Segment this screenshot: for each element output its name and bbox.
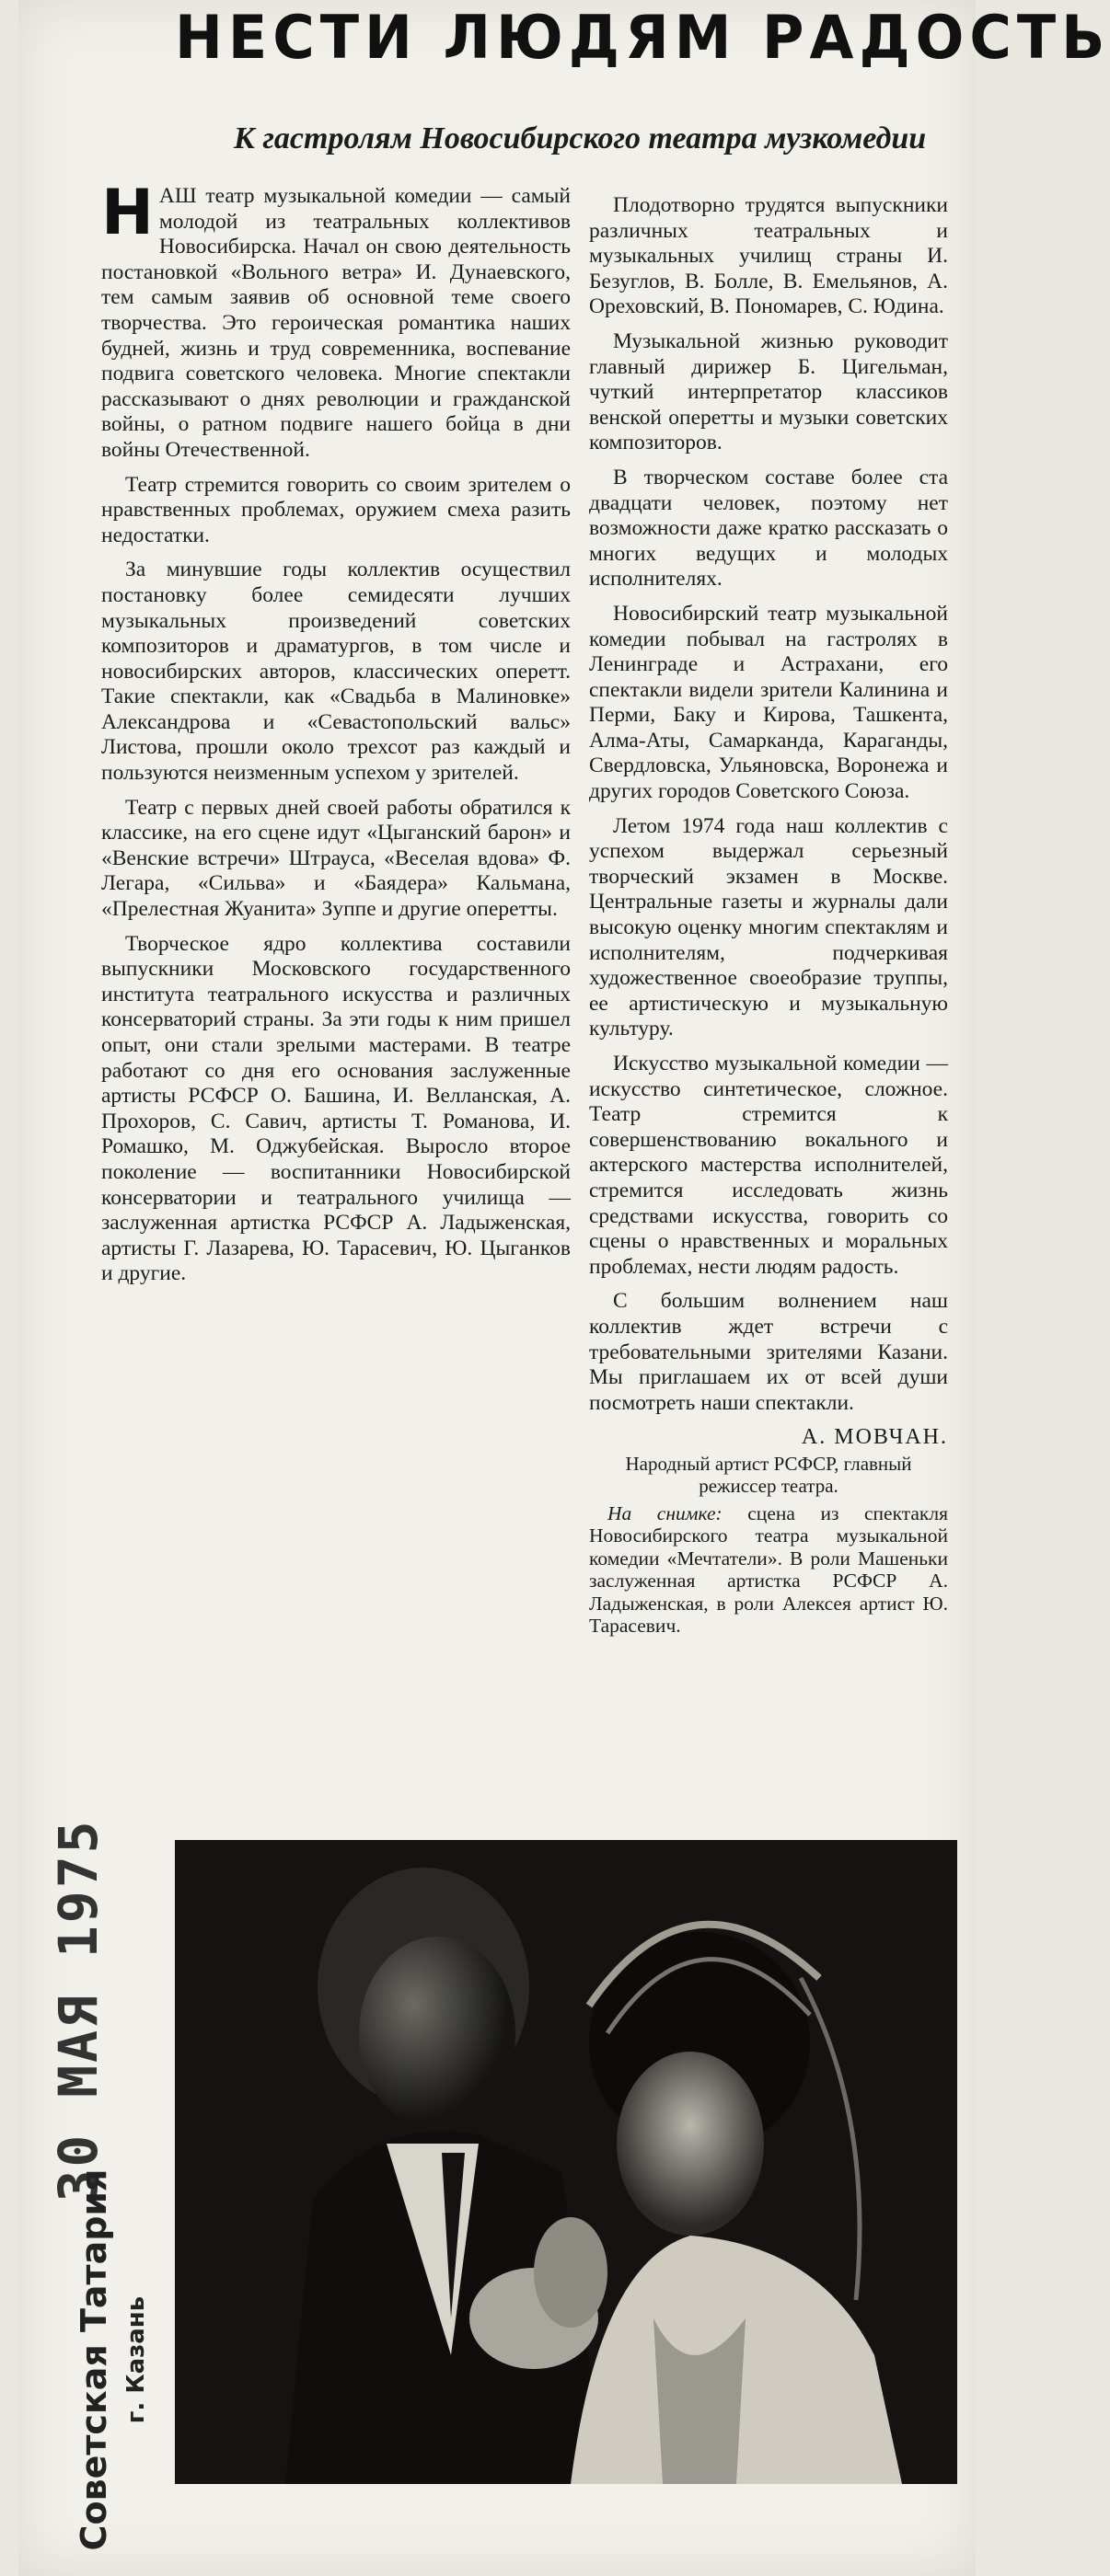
article-column-left: [101, 177, 571, 1296]
photo-caption: [589, 1502, 948, 1638]
article-paragraph: За минувшие годы коллектив осуществил постановку более семидесяти лучших музыкальных произведений советских композиторов и драматургов, в том числе и новосибирских авторов, классических оперетт. Такие спектакли, как «Свадьба в Малиновке» Александрова и «Севастопольский вальс» Листова, прошли около трехсот раз каждый и пользуются неизменным успехом у зрителей.: [101, 558, 571, 786]
article-paragraph: Театр с первых дней своей работы обратился к классике, на его сцене идут «Цыганский барон» и «Венские встречи» Штрауса, «Веселая вдова» Ф. Легара, «Сильва» и «Баядера» Кальмана, «Прелестная Жуанита» Зуппе и другие оперетты.: [101, 795, 571, 922]
article-paragraph: Театр стремится говорить со своим зрителем о нравственных проблемах, оружием смеха разить недостатки.: [101, 472, 571, 547]
article-headline: НЕСТИ ЛЮДЯМ РАДОСТЬ: [175, 2, 1110, 73]
article-paragraph: Музыкальной жизнью руководит главный дирижер Б. Цигельман, чуткий интерпретатор классиков венской оперетты и музыки советских композиторов.: [589, 328, 948, 455]
article-paragraph: Летом 1974 года наш коллектив с успехом выдержал серьезный творческий экзамен в Москве. Центральные газеты и журналы дали высокую оценку многим спектаклям и исполнителям, подчеркивая художественное своеобразие труппы, ее артистическую и музыкальную культуру.: [589, 813, 948, 1041]
stage-photo: [175, 1840, 957, 2484]
caption-text: сцена из спектакля Новосибирского театра музыкальной комедии «Мечтатели». В роли Машеньки заслуженная артистка РСФСР А. Ладыженская, в роли Алексея артист Ю. Тарасевич.: [589, 1501, 948, 1638]
article-paragraph: НАШ театр музыкальной комедии — самый молодой из театральных коллективов Новосибирска. Начал он свою деятельность постановкой «Вольного ветра» И. Дунаевского, тем самым заявив об основной теме своего творчества. Это героическая романтика наших будней, жизнь и труд современника, воспевание подвига советского человека. Многие спектакли рассказывают о днях революции и гражданской войны, о ратном подвиге нашего бойца в дни войны Отечественной.: [101, 177, 571, 462]
article-paragraph: Новосибирский театр музыкальной комедии побывал на гастролях в Ленинграде и Астрахани, его спектакли видели зрители Калинина и Перми, Баку и Кирова, Ташкента, Алма-Аты, Самарканда, Караганды, Свердловска, Ульяновска, Воронежа и других городов Советского Союза.: [589, 601, 948, 804]
article-column-right: [589, 193, 948, 1638]
date-stamp: [23, 1818, 133, 2202]
article-subheadline: К гастролям Новосибирского театра музкомедии: [233, 121, 927, 155]
date-stamp-text: 30 МАЯ 1975: [47, 1818, 110, 2202]
stage-photo-image: [175, 1840, 957, 2484]
article-paragraph: В творческом составе более ста двадцати человек, поэтому нет возможности даже кратко рассказать о многих ведущих и молодых исполнителях.: [589, 465, 948, 592]
dropcap-letter: Н: [101, 177, 154, 249]
author-title: Народный артист РСФСР, главный режиссер театра.: [625, 1452, 912, 1497]
caption-lead: На снимке:: [607, 1501, 723, 1524]
article-paragraph: Творческое ядро коллектива составили выпускники Московского государственного института театрального искусства и различных консерваторий страны. За эти годы к ним пришел опыт, они стали зрелыми мастерами. В театре работают со дня его основания заслуженные артисты РСФСР О. Башина, И. Велланская, А. Прохоров, С. Савич, артисты Т. Романова, И. Ромашко, М. Оджубейская. Выросло второе поколение — воспитанники Новосибирской консерватории и театрального училища — заслуженная артистка РСФСР А. Ладыженская, артисты Г. Лазарева, Ю. Тарасевич, Ю. Цыганков и другие.: [101, 931, 571, 1286]
newspaper-source: [55, 2162, 166, 2558]
newspaper-city: г. Казань: [122, 2295, 150, 2424]
author-signature: А. МОВЧАН.: [801, 1425, 948, 1450]
newspaper-name: Советская Татария: [74, 2168, 114, 2551]
article-paragraph: Плодотворно трудятся выпускники различных театральных и музыкальных училищ страны И. Безуглов, В. Болле, В. Емельянов, А. Ореховский, В. Пономарев, С. Юдина.: [589, 193, 948, 319]
article-paragraph: С большим волнением наш коллектив ждет встречи с требовательными зрителями Казани. Мы приглашаем их от всей души посмотреть наши спектакли.: [589, 1289, 948, 1415]
article-paragraph: Искусство музыкальной комедии — искусство синтетическое, сложное. Театр стремится к совершенствованию вокального и актерского мастерства исполнителей, стремится исследовать жизнь средствами искусства, говорить со сцены о нравственных и моральных проблемах, нести людям радость.: [589, 1052, 948, 1279]
